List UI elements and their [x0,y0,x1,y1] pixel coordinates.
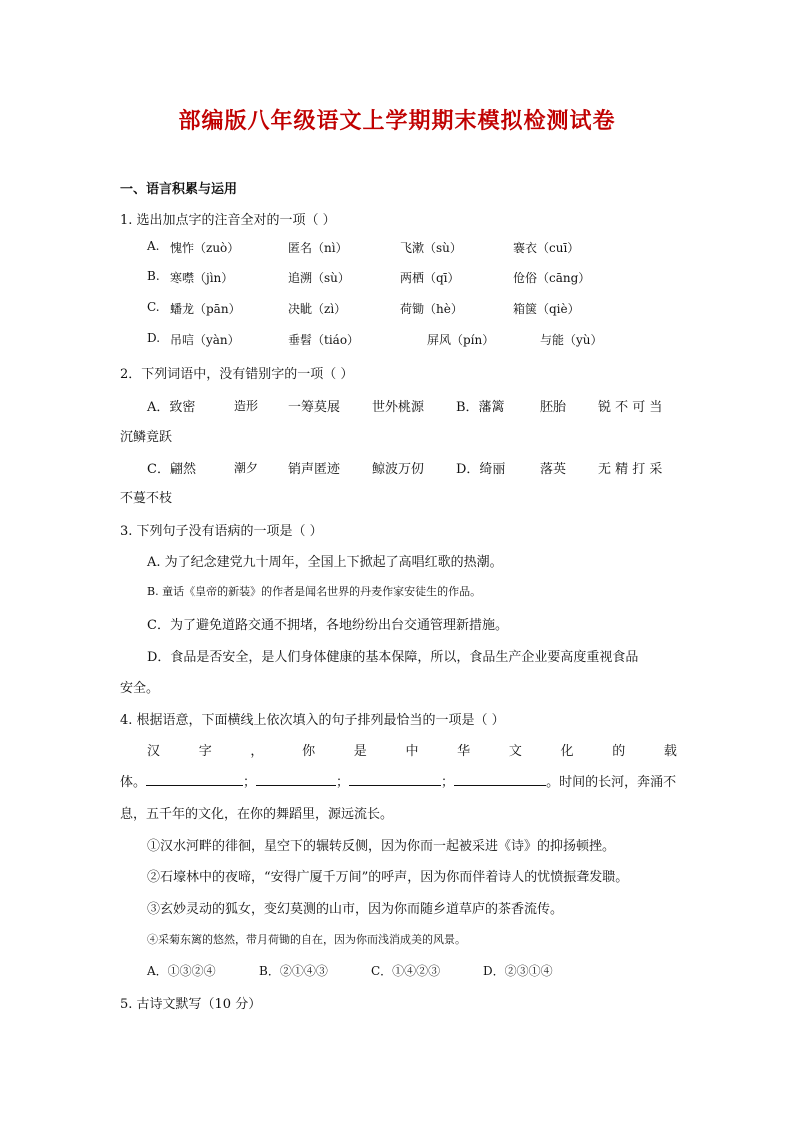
answer-blank-4[interactable] [454,772,546,786]
option-item: 寒噤（jìn） [170,271,234,285]
question-2-stem: 2．下列词语中，没有错别字的一项（ ） [120,367,354,382]
word: 销声匿迹 [288,462,341,477]
separator: ； [441,775,455,790]
word: 一筹莫展 [288,400,341,415]
char: 的 [612,744,626,759]
char: 字 [198,744,212,759]
option-item: 箱箧（qiè） [513,302,580,316]
sentence-2: ②石壕林中的夜啼，“安得广厦千万间”的呼声，因为你而伴着诗人的忧愤振聋发聩。 [147,870,629,885]
option-item: 蟠龙（pān） [170,302,241,316]
option-item: 飞漱（sù） [400,241,462,255]
option-item: 追溯（sù） [288,271,350,285]
answer-blank-3[interactable] [349,772,441,786]
word: B．藩篱 [456,400,505,415]
question-5-stem: 5. 古诗文默写（10 分） [120,997,262,1012]
option-item: 荷锄（hè） [400,302,463,316]
word: 潮夕 [234,461,259,475]
word: 锐 不 可 当 [598,400,663,415]
char: ， [250,744,264,759]
option-label: D. [147,331,161,345]
word: 胚胎 [540,400,567,415]
option-d: D．②③①④ [483,964,553,978]
word: 造形 [234,399,259,413]
word: 无 精 打 采 [598,462,663,477]
question-3-option-d: D．食品是否安全，是人们身体健康的基本保障，所以，食品生产企业要高度重视食品 [147,650,639,665]
word: 不蔓不枝 [120,491,173,506]
char: 文 [508,744,522,759]
char: 你 [302,744,316,759]
question-3-option-c: C．为了避免道路交通不拥堵，各地纷纷出台交通管理新措施。 [147,618,508,633]
option-item: 决眦（zì） [288,302,347,316]
option-a: A．①③②④ [147,964,216,978]
char: 华 [457,744,471,759]
question-3-option-d-cont: 安全。 [120,681,160,696]
option-item: 屏风（pín） [427,333,495,347]
answer-blank-1[interactable] [146,772,243,786]
word: D．绮丽 [456,462,506,477]
question-3-stem: 3. 下列句子没有语病的一项是（ ） [120,524,323,539]
option-c: C．①④②③ [371,964,441,978]
text: 体。 [120,775,147,790]
separator: ； [243,775,257,790]
word: 落英 [540,462,567,477]
option-item: 褰衣（cuī） [513,241,580,255]
option-item: 匿名（nì） [288,241,348,255]
page-title: 部编版八年级语文上学期期末模拟检测试卷 [178,109,616,134]
question-3-option-b: B. 童话《皇帝的新装》的作者是闻名世界的丹麦作家安徒生的作品。 [147,585,482,598]
char: 是 [353,744,367,759]
question-4-line-1 [147,740,677,759]
word: A．致密 [147,400,196,415]
char: 汉 [147,744,161,759]
option-item: 与能（yù） [540,333,603,347]
question-1-stem: 1. 选出加点字的注音全对的一项（ ） [120,213,336,228]
option-label: B. [147,269,160,283]
sentence-1: ①汉水河畔的徘徊，星空下的辗转反侧，因为你而一起被采进《诗》的抑扬顿挫。 [147,839,616,854]
option-item: 伧俗（cāng） [513,271,591,285]
text: 。时间的长河，奔涌不 [546,775,677,790]
word: 沉鳞竟跃 [120,430,173,445]
option-item: 愧怍（zuò） [170,241,240,255]
char: 中 [405,744,419,759]
word: C．翩然 [147,462,196,477]
sentence-4: ④采菊东篱的悠然，带月荷锄的自在，因为你而浅消成美的风景。 [147,933,466,946]
option-label: A. [147,239,160,253]
question-3-option-a: A. 为了纪念建党九十周年，全国上下掀起了高唱红歌的热潮。 [147,555,503,570]
sentence-3: ③玄妙灵动的狐女，变幻莫测的山市，因为你而随乡道草庐的茶香流传。 [147,902,564,917]
char: 载 [663,744,677,759]
section-heading: 一、语言积累与运用 [120,182,238,197]
option-item: 垂髫（tiáo） [288,333,360,347]
question-4-line-3: 息，五千年的文化，在你的舞蹈里，源远流长。 [120,807,394,822]
option-item: 两栖（qī） [400,271,460,285]
word: 世外桃源 [372,400,425,415]
option-item: 吊唁（yàn） [170,333,240,347]
option-b: B．②①④③ [259,964,328,978]
word: 鲸波万仞 [372,462,425,477]
char: 化 [560,744,574,759]
separator: ； [336,775,350,790]
option-label: C. [147,300,160,314]
question-4-stem: 4. 根据语意，下面横线上依次填入的句子排列最恰当的一项是（ ） [120,713,505,728]
question-4-line-2 [120,771,676,790]
answer-blank-2[interactable] [256,772,336,786]
